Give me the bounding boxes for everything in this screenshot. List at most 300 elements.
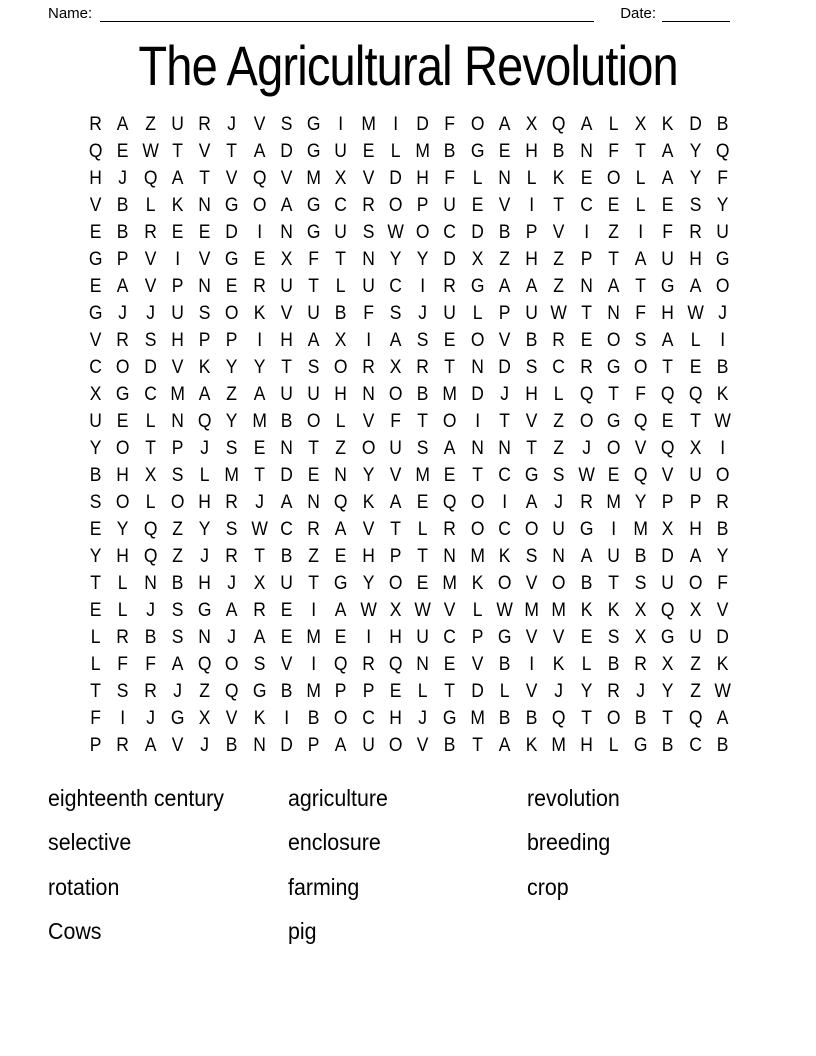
grid-cell: R	[361, 653, 375, 675]
grid-cell: Q	[225, 680, 239, 702]
grid-cell: R	[143, 680, 157, 702]
grid-cell: E	[662, 194, 674, 216]
grid-cell: U	[688, 464, 702, 486]
grid-cell: W	[714, 410, 731, 432]
grid-cell: B	[580, 572, 592, 594]
grid-cell: L	[145, 410, 155, 432]
grid-cell: J	[418, 707, 427, 729]
grid-cell: D	[280, 734, 293, 756]
grid-cell: L	[390, 140, 401, 162]
grid-cell: U	[171, 113, 184, 135]
grid-cell: G	[88, 302, 103, 324]
grid-cell: E	[280, 599, 293, 621]
grid-cell: S	[89, 491, 102, 513]
grid-cell: K	[498, 545, 511, 567]
grid-cell: X	[634, 599, 647, 621]
grid-cell: F	[635, 383, 646, 405]
grid-cell: Z	[226, 383, 238, 405]
grid-cell: H	[116, 464, 130, 486]
grid-cell: Z	[308, 545, 319, 567]
grid-cell: R	[688, 221, 702, 243]
grid-cell: Q	[688, 707, 702, 729]
grid-cell: J	[718, 302, 727, 324]
grid-cell: Z	[689, 680, 701, 702]
grid-cell: T	[90, 680, 101, 702]
grid-cell: I	[283, 707, 289, 729]
grid-cell: L	[145, 491, 155, 513]
grid-cell: S	[307, 356, 320, 378]
grid-cell: Y	[226, 410, 238, 432]
grid-cell: I	[365, 329, 371, 351]
grid-cell: A	[689, 545, 701, 567]
grid-cell: U	[307, 302, 320, 324]
grid-cell: B	[117, 221, 129, 243]
grid-cell: U	[361, 275, 375, 297]
grid-cell: Z	[199, 680, 210, 702]
grid-cell: Q	[715, 140, 730, 162]
grid-cell: R	[716, 491, 729, 513]
grid-cell: L	[635, 194, 646, 216]
grid-cell: W	[359, 599, 377, 621]
grid-cell: T	[580, 707, 592, 729]
grid-cell: A	[253, 383, 265, 405]
grid-cell: V	[198, 140, 211, 162]
grid-cell: A	[335, 518, 347, 540]
grid-cell: E	[471, 194, 483, 216]
grid-cell: K	[362, 491, 374, 513]
grid-cell: Z	[689, 653, 701, 675]
grid-cell: L	[336, 410, 346, 432]
grid-cell: A	[525, 275, 538, 297]
grid-cell: T	[689, 410, 701, 432]
grid-cell: J	[200, 734, 209, 756]
grid-cell: G	[252, 680, 266, 702]
grid-cell: Z	[335, 437, 347, 459]
grid-cell: Y	[416, 248, 429, 270]
grid-cell: V	[634, 437, 647, 459]
grid-cell: F	[144, 653, 156, 675]
grid-cell: G	[715, 248, 730, 270]
grid-cell: G	[606, 410, 621, 432]
grid-cell: R	[634, 653, 647, 675]
grid-cell: Z	[553, 275, 565, 297]
grid-cell: O	[470, 518, 484, 540]
grid-cell: L	[90, 626, 101, 648]
grid-cell: F	[444, 167, 456, 189]
grid-cell: P	[198, 329, 211, 351]
grid-cell: P	[362, 680, 374, 702]
grid-cell: Y	[362, 464, 374, 486]
title-container	[0, 33, 816, 98]
grid-cell: U	[389, 437, 402, 459]
grid-cell: I	[256, 221, 262, 243]
grid-cell: B	[89, 464, 102, 486]
grid-cell: Q	[143, 167, 157, 189]
grid-cell: O	[606, 437, 621, 459]
grid-cell: Z	[553, 437, 565, 459]
grid-cell: S	[634, 329, 647, 351]
grid-cell: P	[662, 491, 674, 513]
grid-cell: M	[306, 680, 321, 702]
grid-cell: L	[526, 167, 537, 189]
grid-cell: G	[88, 248, 103, 270]
grid-cell: V	[362, 518, 374, 540]
grid-cell: M	[415, 464, 430, 486]
grid-cell: J	[636, 680, 645, 702]
grid-cell: A	[280, 194, 293, 216]
grid-cell: O	[116, 356, 130, 378]
grid-cell: N	[198, 275, 211, 297]
grid-cell: R	[443, 275, 457, 297]
grid-cell: E	[580, 167, 592, 189]
grid-cell: H	[171, 329, 184, 351]
grid-cell: T	[417, 410, 428, 432]
grid-cell: R	[89, 113, 102, 135]
grid-cell: T	[635, 140, 646, 162]
grid-cell: P	[171, 275, 184, 297]
grid-cell: Q	[143, 518, 157, 540]
grid-cell: E	[253, 248, 265, 270]
grid-cell: M	[551, 599, 567, 621]
grid-cell: P	[171, 437, 184, 459]
grid-cell: M	[469, 545, 485, 567]
grid-cell: D	[688, 113, 702, 135]
word-list-item: Cows	[48, 918, 102, 945]
grid-cell: V	[144, 275, 156, 297]
grid-cell: K	[662, 113, 674, 135]
grid-cell: F	[308, 248, 319, 270]
grid-cell: I	[338, 113, 344, 135]
grid-cell: D	[470, 221, 484, 243]
grid-cell: G	[306, 194, 321, 216]
grid-cell: Y	[634, 491, 647, 513]
word-list-item: crop	[527, 873, 569, 900]
word-list-item: eighteenth century	[48, 785, 225, 811]
grid-cell: F	[90, 707, 101, 729]
grid-cell: I	[256, 329, 262, 351]
grid-cell: B	[144, 626, 156, 648]
grid-cell: L	[499, 680, 510, 702]
grid-cell: I	[719, 437, 725, 459]
grid-cell: G	[306, 113, 321, 135]
grid-cell: S	[416, 329, 429, 351]
grid-cell: V	[89, 194, 102, 216]
grid-cell: R	[361, 356, 375, 378]
grid-cell: N	[198, 626, 211, 648]
grid-cell: W	[686, 302, 704, 324]
grid-cell: J	[145, 302, 155, 324]
grid-cell: A	[171, 653, 184, 675]
grid-cell: W	[496, 599, 513, 621]
grid-cell: O	[715, 464, 730, 486]
grid-cell: O	[116, 437, 130, 459]
grid-cell: N	[334, 464, 348, 486]
grid-cell: Q	[688, 383, 702, 405]
grid-cell: J	[227, 626, 237, 648]
grid-cell: L	[145, 194, 155, 216]
grid-cell: G	[306, 140, 321, 162]
grid-cell: O	[606, 167, 621, 189]
grid-cell: P	[580, 248, 592, 270]
grid-cell: T	[253, 545, 265, 567]
grid-cell: H	[198, 491, 211, 513]
grid-cell: G	[606, 356, 621, 378]
grid-cell: S	[389, 302, 402, 324]
grid-cell: C	[443, 626, 457, 648]
grid-cell: V	[226, 707, 238, 729]
grid-cell: K	[607, 599, 620, 621]
grid-cell: D	[443, 248, 457, 270]
grid-cell: O	[334, 707, 348, 729]
grid-cell: S	[226, 437, 238, 459]
grid-cell: T	[553, 194, 565, 216]
grid-cell: N	[143, 572, 157, 594]
header-row	[48, 2, 740, 22]
grid-cell: B	[171, 572, 184, 594]
grid-cell: S	[525, 545, 538, 567]
grid-cell: E	[89, 518, 102, 540]
grid-cell: C	[389, 275, 402, 297]
grid-cell: E	[89, 221, 102, 243]
grid-cell: L	[581, 653, 591, 675]
grid-cell: P	[525, 221, 538, 243]
grid-cell: I	[311, 599, 317, 621]
grid-cell: T	[90, 572, 101, 594]
grid-cell: L	[554, 383, 564, 405]
grid-cell: V	[362, 167, 374, 189]
grid-cell: J	[145, 599, 155, 621]
grid-cell: V	[389, 464, 402, 486]
grid-cell: A	[389, 491, 402, 513]
grid-cell: E	[117, 140, 129, 162]
grid-cell: D	[143, 356, 157, 378]
grid-cell: A	[662, 329, 674, 351]
grid-cell: S	[144, 329, 156, 351]
grid-cell: U	[307, 383, 320, 405]
grid-cell: A	[662, 167, 674, 189]
word-list-column-3	[527, 776, 762, 909]
grid-cell: Z	[172, 545, 183, 567]
grid-cell: W	[387, 221, 404, 243]
grid-cell: P	[498, 302, 511, 324]
grid-cell: T	[144, 437, 156, 459]
grid-cell: D	[716, 626, 729, 648]
grid-cell: L	[336, 275, 346, 297]
grid-cell: M	[469, 707, 485, 729]
grid-cell: U	[443, 302, 457, 324]
grid-cell: E	[117, 410, 129, 432]
grid-cell: E	[498, 140, 511, 162]
grid-cell: I	[120, 707, 126, 729]
grid-cell: A	[253, 626, 265, 648]
grid-cell: E	[335, 626, 347, 648]
grid-cell: J	[227, 572, 237, 594]
grid-cell: E	[280, 626, 293, 648]
grid-cell: A	[580, 113, 592, 135]
grid-cell: H	[389, 626, 402, 648]
grid-cell: C	[443, 221, 457, 243]
grid-cell: C	[498, 464, 511, 486]
grid-cell: P	[117, 248, 129, 270]
word-list-item: selective	[48, 829, 132, 856]
grid-cell: Y	[89, 437, 102, 459]
grid-cell: H	[334, 383, 348, 405]
grid-cell: F	[717, 167, 728, 189]
grid-cell: J	[145, 707, 155, 729]
grid-cell: G	[225, 194, 239, 216]
grid-cell: O	[388, 194, 403, 216]
grid-cell: T	[608, 383, 619, 405]
grid-cell: O	[361, 437, 375, 459]
grid-cell: S	[525, 356, 538, 378]
grid-cell: F	[444, 113, 456, 135]
grid-cell: S	[171, 464, 184, 486]
grid-cell: V	[280, 653, 293, 675]
grid-cell: X	[689, 437, 701, 459]
grid-cell: D	[470, 383, 484, 405]
grid-cell: G	[661, 275, 675, 297]
grid-cell: N	[607, 302, 620, 324]
grid-cell: J	[227, 113, 237, 135]
grid-cell: I	[638, 221, 644, 243]
grid-cell: L	[199, 464, 210, 486]
grid-cell: E	[607, 194, 620, 216]
grid-cell: U	[361, 734, 375, 756]
grid-cell: Q	[143, 545, 157, 567]
grid-cell: X	[389, 599, 402, 621]
grid-cell: G	[116, 383, 130, 405]
grid-cell: O	[606, 329, 621, 351]
grid-cell: T	[471, 464, 483, 486]
grid-cell: F	[117, 653, 129, 675]
grid-cell: C	[361, 707, 375, 729]
grid-cell: O	[116, 491, 130, 513]
grid-cell: Y	[716, 194, 729, 216]
grid-cell: E	[253, 437, 265, 459]
grid-cell: V	[498, 194, 511, 216]
grid-cell: O	[388, 383, 403, 405]
grid-cell: D	[498, 356, 511, 378]
grid-cell: E	[89, 599, 102, 621]
grid-cell: I	[311, 653, 317, 675]
grid-cell: L	[635, 167, 646, 189]
letter-grid	[82, 111, 736, 759]
grid-cell: J	[254, 491, 264, 513]
grid-cell: T	[390, 518, 401, 540]
grid-cell: R	[307, 518, 320, 540]
grid-cell: H	[525, 140, 538, 162]
grid-cell: R	[198, 113, 211, 135]
grid-cell: V	[198, 248, 211, 270]
grid-cell: K	[171, 194, 184, 216]
grid-cell: A	[307, 329, 320, 351]
grid-cell: B	[634, 707, 647, 729]
grid-cell: J	[554, 680, 564, 702]
grid-cell: J	[173, 680, 182, 702]
grid-cell: N	[416, 653, 429, 675]
grid-cell: K	[525, 734, 538, 756]
grid-cell: V	[553, 221, 565, 243]
grid-cell: Q	[334, 491, 348, 513]
grid-cell: X	[662, 518, 674, 540]
grid-cell: S	[171, 626, 184, 648]
grid-cell: I	[501, 491, 507, 513]
grid-cell: E	[444, 464, 456, 486]
grid-cell: N	[171, 410, 184, 432]
grid-cell: B	[662, 734, 674, 756]
grid-cell: X	[89, 383, 102, 405]
grid-cell: Q	[661, 599, 675, 621]
grid-cell: Z	[172, 518, 183, 540]
grid-cell: V	[280, 167, 293, 189]
grid-cell: M	[551, 734, 567, 756]
grid-cell: T	[253, 464, 265, 486]
grid-cell: U	[171, 302, 184, 324]
grid-cell: C	[498, 518, 511, 540]
grid-cell: A	[117, 275, 129, 297]
grid-cell: K	[198, 356, 211, 378]
grid-cell: O	[579, 410, 593, 432]
grid-cell: G	[334, 572, 348, 594]
grid-cell: Q	[661, 383, 675, 405]
grid-cell: M	[306, 167, 321, 189]
grid-cell: Y	[198, 518, 211, 540]
grid-cell: U	[607, 545, 620, 567]
grid-cell: N	[579, 140, 593, 162]
grid-cell: V	[171, 734, 184, 756]
grid-cell: R	[143, 221, 157, 243]
grid-cell: A	[198, 383, 211, 405]
grid-cell: B	[335, 302, 347, 324]
grid-cell: N	[280, 221, 293, 243]
grid-cell: V	[525, 572, 538, 594]
grid-cell: T	[335, 248, 347, 270]
grid-cell: X	[662, 653, 674, 675]
grid-cell: R	[225, 491, 239, 513]
grid-cell: I	[610, 518, 616, 540]
grid-cell: E	[607, 464, 620, 486]
grid-cell: Z	[144, 113, 156, 135]
grid-cell: H	[116, 545, 130, 567]
grid-cell: Q	[633, 410, 648, 432]
word-list-item: enclosure	[288, 829, 381, 856]
grid-cell: Y	[689, 167, 701, 189]
grid-cell: Y	[253, 356, 265, 378]
grid-cell: P	[335, 680, 347, 702]
grid-cell: Z	[499, 248, 510, 270]
page-title: The Agricultural Revolution	[138, 34, 678, 97]
grid-cell: R	[416, 356, 429, 378]
grid-cell: P	[89, 734, 102, 756]
grid-cell: E	[307, 464, 320, 486]
grid-cell: Y	[362, 572, 374, 594]
grid-cell: V	[226, 167, 238, 189]
grid-cell: Q	[197, 410, 212, 432]
grid-cell: Y	[89, 545, 102, 567]
grid-cell: G	[661, 626, 675, 648]
grid-cell: G	[306, 221, 321, 243]
grid-cell: O	[334, 356, 348, 378]
grid-cell: P	[689, 491, 701, 513]
grid-cell: V	[89, 329, 102, 351]
grid-cell: A	[634, 248, 647, 270]
grid-cell: L	[608, 113, 619, 135]
grid-cell: F	[362, 302, 374, 324]
grid-cell: P	[416, 194, 429, 216]
grid-cell: W	[414, 599, 431, 621]
grid-cell: Y	[117, 518, 129, 540]
grid-cell: S	[280, 113, 293, 135]
